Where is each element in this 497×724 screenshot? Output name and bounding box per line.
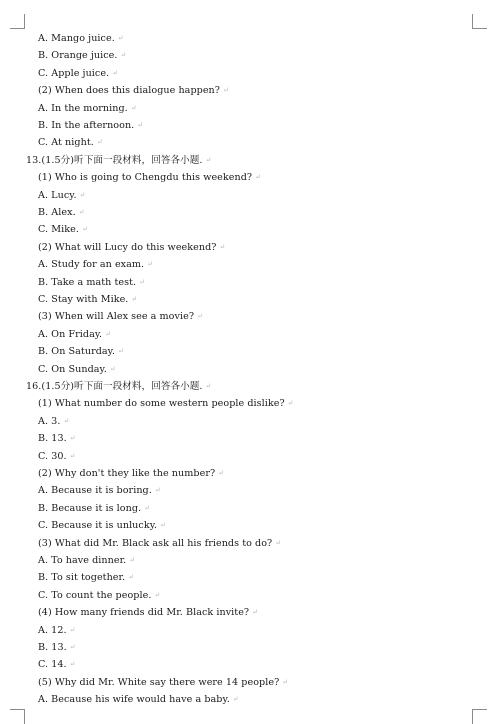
paragraph-mark-icon: ↵ <box>139 277 146 286</box>
line-text: C. Apple juice. <box>38 67 110 79</box>
line-text: (3) What did Mr. Black ask all his friends to do? <box>38 537 273 549</box>
line-text: C. On Sunday. <box>38 363 107 375</box>
paragraph-mark-icon: ↵ <box>96 138 103 147</box>
line-text: (2) Why don't they like the number? <box>38 468 216 479</box>
sub-question <box>38 535 281 552</box>
paragraph-mark-icon: ↵ <box>69 643 76 651</box>
answer-option <box>38 587 160 604</box>
paragraph-mark-icon: ↵ <box>69 451 76 460</box>
answer-option <box>38 47 126 64</box>
paragraph-mark-icon: ↵ <box>282 677 289 686</box>
line-text: C. 14. <box>38 659 67 671</box>
sub-question <box>38 82 229 99</box>
paragraph-mark-icon: ↵ <box>69 660 76 669</box>
paragraph-mark-icon: ↵ <box>205 155 212 164</box>
paragraph-mark-icon: ↵ <box>232 695 239 704</box>
answer-option <box>38 117 143 134</box>
sub-question <box>38 465 224 482</box>
line-text: B. Alex. <box>38 207 76 218</box>
question-heading <box>26 378 211 395</box>
paragraph-mark-icon: ↵ <box>137 121 144 129</box>
line-text: B. To sit together. <box>38 572 126 584</box>
paragraph-mark-icon: ↵ <box>69 625 76 634</box>
answer-option <box>38 430 76 447</box>
question-heading <box>26 152 211 169</box>
answer-option <box>38 569 134 586</box>
line-text: C. To count the people. <box>38 589 152 601</box>
paragraph-mark-icon: ↵ <box>130 103 137 112</box>
paragraph-mark-icon: ↵ <box>105 329 112 338</box>
answer-option <box>38 274 145 291</box>
paragraph-mark-icon: ↵ <box>131 295 138 303</box>
answer-option <box>38 291 137 308</box>
answer-option <box>38 221 88 238</box>
answer-option <box>38 204 85 221</box>
line-text: A. To have dinner. <box>38 555 127 566</box>
line-text: A. On Friday. <box>38 328 103 340</box>
line-text: (3) When will Alex see a movie? <box>38 311 195 323</box>
line-text: A. 3. <box>38 415 61 427</box>
line-text: A. Mango juice. <box>38 33 115 44</box>
paragraph-mark-icon: ↵ <box>112 68 119 77</box>
line-text: B. On Saturday. <box>38 346 115 358</box>
paragraph-mark-icon: ↵ <box>81 225 88 234</box>
answer-option <box>38 65 118 82</box>
paragraph-mark-icon: ↵ <box>117 347 124 356</box>
line-text: C. Stay with Mike. <box>38 294 129 305</box>
line-text: B. Because it is long. <box>38 502 142 514</box>
line-text: (5) Why did Mr. White say there were 14 people? <box>38 676 280 688</box>
line-text: B. Orange juice. <box>38 50 118 62</box>
paragraph-mark-icon: ↵ <box>252 608 259 617</box>
line-text: A. Study for an exam. <box>38 259 145 271</box>
paragraph-mark-icon: ↵ <box>117 34 124 42</box>
paragraph-mark-icon: ↵ <box>129 556 136 564</box>
line-text: (2) What will Lucy do this weekend? <box>38 241 217 253</box>
sub-question <box>38 308 203 325</box>
answer-option <box>38 448 76 465</box>
answer-option <box>38 343 124 360</box>
line-text: B. 13. <box>38 642 67 653</box>
answer-option <box>38 622 76 639</box>
line-text: C. Mike. <box>38 224 79 236</box>
paragraph-mark-icon: ↵ <box>222 86 229 95</box>
answer-option <box>38 500 150 517</box>
paragraph-mark-icon: ↵ <box>287 399 294 408</box>
sub-question <box>38 395 294 412</box>
sub-question <box>38 239 225 256</box>
paragraph-mark-icon: ↵ <box>128 573 135 582</box>
line-text: B. 13. <box>38 433 67 445</box>
paragraph-mark-icon: ↵ <box>147 260 154 269</box>
line-text: (2) When does this dialogue happen? <box>38 85 220 97</box>
paragraph-mark-icon: ↵ <box>219 242 226 251</box>
line-text: C. At night. <box>38 137 94 149</box>
paragraph-mark-icon: ↵ <box>109 364 116 373</box>
paragraph-mark-icon: ↵ <box>197 312 203 321</box>
line-text: (1) What number do some western people dislike? <box>38 398 285 410</box>
answer-option <box>38 134 103 151</box>
paragraph-mark-icon: ↵ <box>144 503 151 512</box>
answer-option <box>38 361 116 378</box>
paragraph-mark-icon: ↵ <box>154 590 161 599</box>
line-text: C. 30. <box>38 450 67 462</box>
paragraph-mark-icon: ↵ <box>160 521 166 530</box>
paragraph-mark-icon: ↵ <box>255 173 262 182</box>
line-text: A. Lucy. <box>38 189 77 201</box>
line-text: A. In the morning. <box>38 102 128 114</box>
answer-option <box>38 100 137 117</box>
line-text: 16.(1.5分)听下面一段材料，回答各小题. <box>26 381 203 392</box>
answer-option <box>38 413 69 430</box>
sub-question <box>38 674 288 691</box>
answer-option <box>38 517 166 534</box>
answer-option <box>38 256 153 273</box>
answer-option <box>38 30 124 47</box>
paragraph-mark-icon: ↵ <box>63 416 70 425</box>
line-text: B. In the afternoon. <box>38 120 135 131</box>
line-text: A. Because it is boring. <box>38 485 152 497</box>
answer-option <box>38 187 85 204</box>
sub-question <box>38 604 258 621</box>
answer-option <box>38 326 111 343</box>
paragraph-mark-icon: ↵ <box>78 208 85 216</box>
line-text: (1) Who is going to Chengdu this weekend? <box>38 172 253 184</box>
answer-option <box>38 639 76 656</box>
line-text: A. 12. <box>38 624 67 636</box>
paragraph-mark-icon: ↵ <box>79 190 86 199</box>
answer-option <box>38 656 76 673</box>
paragraph-mark-icon: ↵ <box>154 486 161 495</box>
answer-option <box>38 552 135 569</box>
line-text: 13.(1.5分)听下面一段材料，回答各小题. <box>26 154 203 166</box>
paragraph-mark-icon: ↵ <box>218 469 225 477</box>
line-text: B. Take a math test. <box>38 276 137 288</box>
line-text: C. Because it is unlucky. <box>38 520 157 532</box>
answer-option <box>38 482 161 499</box>
line-text: A. Because his wife would have a baby. <box>38 694 230 706</box>
paragraph-mark-icon: ↵ <box>275 538 282 547</box>
paragraph-mark-icon: ↵ <box>205 382 212 390</box>
sub-question <box>38 169 261 186</box>
line-text: (4) How many friends did Mr. Black invite? <box>38 607 250 619</box>
paragraph-mark-icon: ↵ <box>120 51 127 60</box>
paragraph-mark-icon: ↵ <box>69 434 76 443</box>
answer-option <box>38 691 239 708</box>
